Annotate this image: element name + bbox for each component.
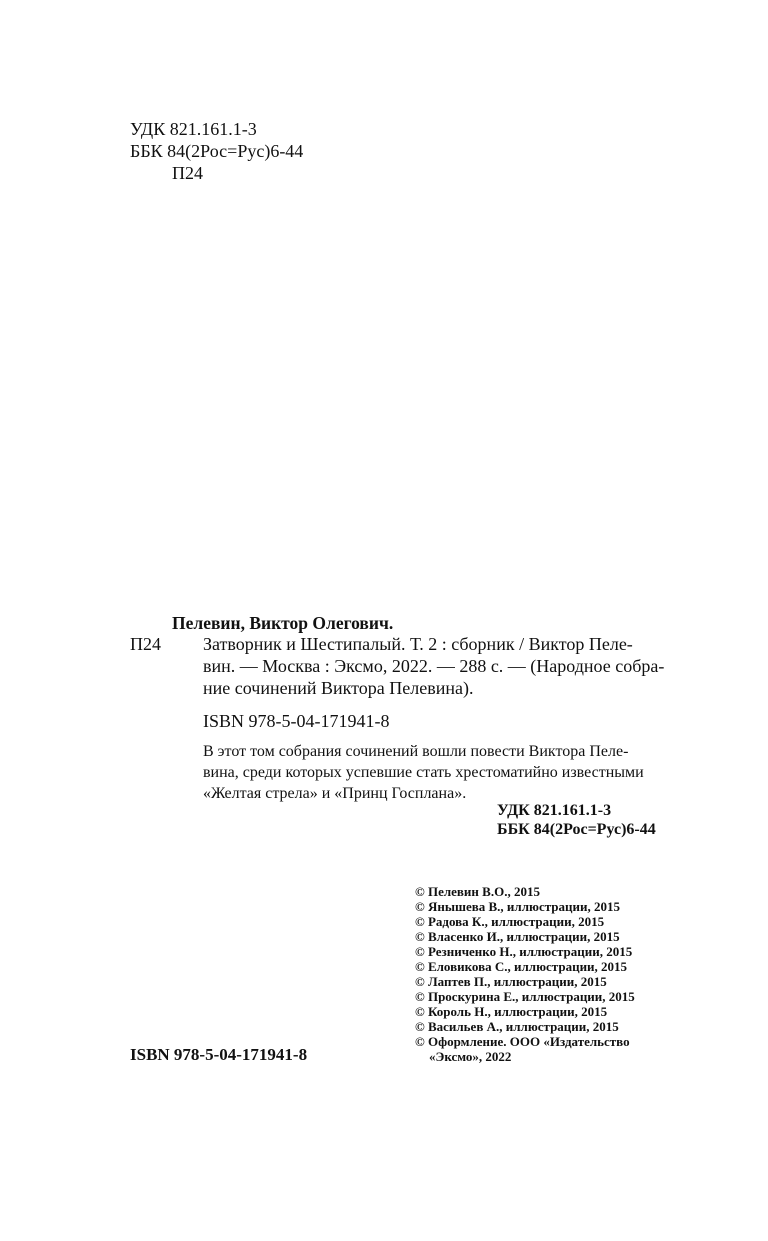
- annotation-line: «Желтая стрела» и «Принц Госплана».: [203, 785, 467, 802]
- copyright-line: «Эксмо», 2022: [429, 1049, 512, 1064]
- catalog-description: [203, 633, 693, 699]
- udk-code: УДК 821.161.1-3: [130, 119, 257, 139]
- copyright-line: © Оформление. ООО «Издательство: [415, 1034, 630, 1049]
- catalog-isbn: ISBN 978-5-04-171941-8: [203, 711, 390, 731]
- copyright-line: © Пелевин В.О., 2015: [415, 884, 540, 899]
- isbn-bottom: ISBN 978-5-04-171941-8: [130, 1045, 308, 1064]
- catalog-author: Пелевин, Виктор Олегович.: [172, 613, 394, 633]
- description-line: ние сочинений Виктора Пелевина).: [203, 678, 474, 698]
- copyright-line: © Еловикова С., иллюстрации, 2015: [415, 959, 628, 974]
- copyright-line: © Резниченко Н., иллюстрации, 2015: [415, 944, 633, 959]
- catalog-annotation: [203, 741, 693, 804]
- catalog-author-mark: П24: [130, 634, 161, 654]
- bbk-code: ББК 84(2Рос=Рус)6-44: [130, 141, 304, 161]
- annotation-line: вина, среди которых успевшие стать хрестоматийно известными: [203, 764, 644, 781]
- description-line: Затворник и Шестипалый. Т. 2 : сборник / Виктор Пеле-: [203, 634, 633, 654]
- copyright-line: © Король Н., иллюстрации, 2015: [415, 1004, 608, 1019]
- header-classification-codes: [130, 118, 303, 184]
- copyright-line: © Васильев А., иллюстрации, 2015: [415, 1019, 619, 1034]
- copyright-line: © Янышева В., иллюстрации, 2015: [415, 899, 620, 914]
- copyright-line: © Радова К., иллюстрации, 2015: [415, 914, 605, 929]
- author-mark: П24: [172, 163, 203, 183]
- copyright-list: [415, 884, 635, 1064]
- description-line: вин. — Москва : Эксмо, 2022. — 288 с. — (Народное собра-: [203, 656, 665, 676]
- catalog-classification-codes: [497, 801, 656, 839]
- annotation-line: В этот том собрания сочинений вошли повести Виктора Пеле-: [203, 743, 629, 760]
- copyright-line: © Лаптев П., иллюстрации, 2015: [415, 974, 607, 989]
- copyright-line: © Проскурина Е., иллюстрации, 2015: [415, 989, 635, 1004]
- catalog-udk: УДК 821.161.1-3: [497, 802, 612, 819]
- copyright-line: © Власенко И., иллюстрации, 2015: [415, 929, 620, 944]
- catalog-bbk: ББК 84(2Рос=Рус)6-44: [497, 821, 656, 838]
